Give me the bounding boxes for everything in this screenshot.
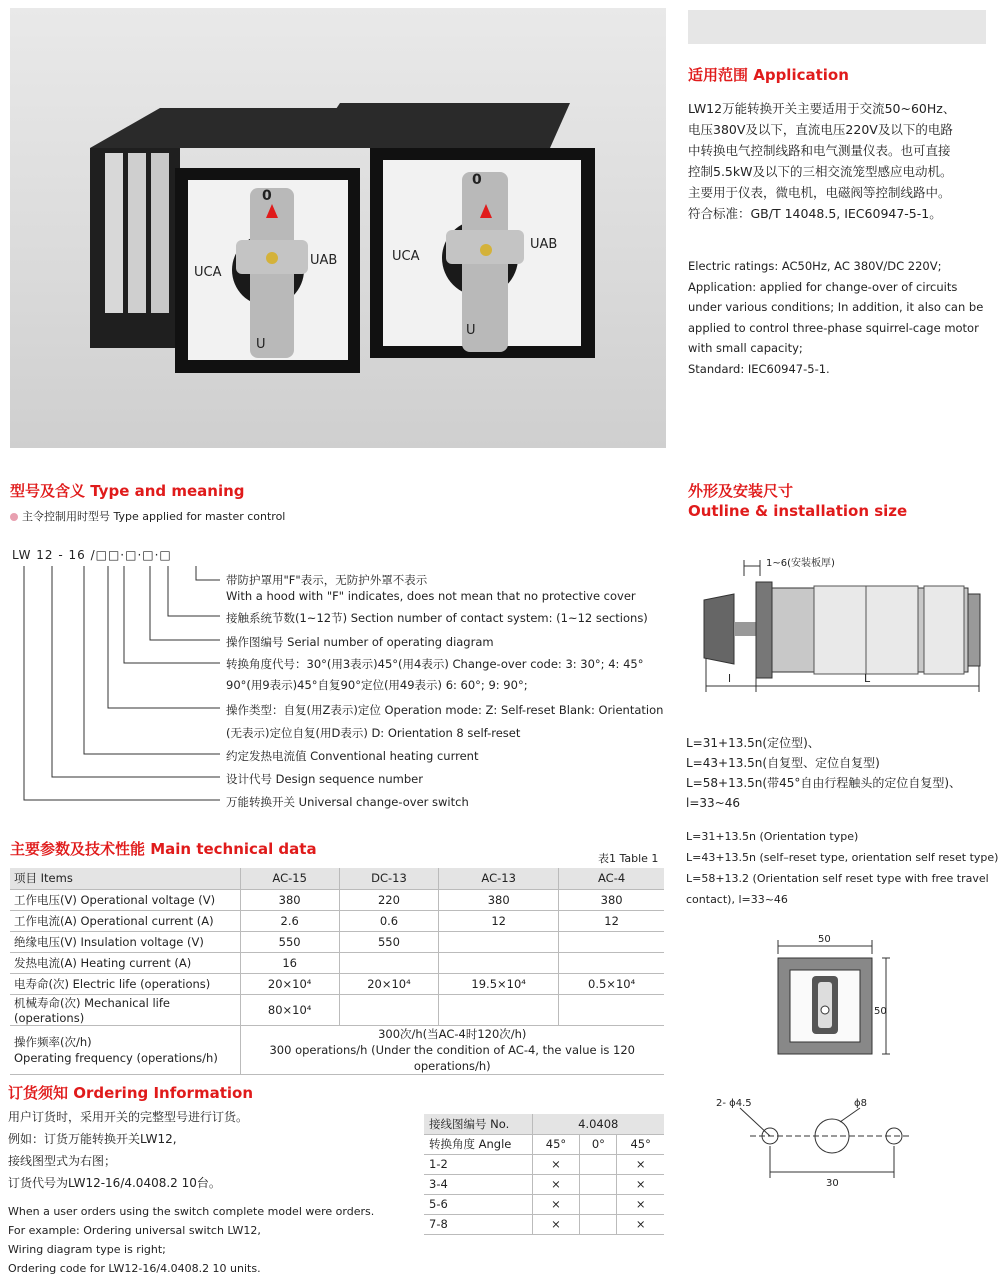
wiring-cell: 0° (580, 1134, 617, 1154)
dial2-label-top: 0 (472, 172, 482, 188)
ordering-line: Ordering code for LW12-16/4.0408.2 10 units. (8, 1262, 261, 1275)
dial-label-left: UCA (194, 265, 222, 280)
table-cell (339, 952, 438, 973)
application-en-line: Standard: IEC60947-5-1. (688, 361, 830, 376)
formula-en-2: L=43+13.5n (self–reset type, orientation self reset type) (686, 851, 999, 864)
wiring-cell: 45° (532, 1134, 580, 1154)
table-header-cell: DC-13 (339, 868, 438, 889)
front-width-label: 50 (818, 934, 831, 945)
meaning-current: 约定发热电流值 Conventional heating current (226, 749, 479, 763)
dial-label-top: 0 (262, 188, 272, 204)
table-cell: 0.6 (339, 910, 438, 931)
application-cn-line: 控制5.5kW及以下的三相交流笼型感应电动机。 (688, 164, 953, 179)
formula-en-4: contact), l=33~46 (686, 893, 788, 906)
table-row (10, 952, 664, 973)
freq-label-cell (10, 1025, 240, 1074)
wiring-header-row (424, 1114, 664, 1134)
hole-spacing-label: 30 (826, 1178, 839, 1189)
wiring-cell (580, 1214, 617, 1234)
wiring-table (424, 1114, 664, 1235)
product-photo (10, 8, 666, 448)
type-connector-lines (10, 560, 230, 810)
dim-plate-thickness: 1~6(安装板厚) (766, 558, 835, 569)
table-row (10, 973, 664, 994)
ordering-line: For example: Ordering universal switch LW12, (8, 1224, 261, 1237)
application-text-cn (688, 98, 988, 224)
table-cell (339, 994, 438, 1025)
wiring-cell: × (532, 1194, 580, 1214)
table-row-frequency (10, 1025, 664, 1074)
wiring-header-cell: 接线图编号 No. (424, 1114, 532, 1134)
application-title: 适用范围 Application (688, 66, 849, 84)
freq-label-cn: 操作频率(次/h) (14, 1034, 92, 1049)
application-cn-line: LW12万能转换开关主要适用于交流50~60Hz、 (688, 101, 956, 116)
header-bar (688, 10, 986, 44)
table-cell (559, 994, 664, 1025)
meaning-design: 设计代号 Design sequence number (226, 772, 423, 786)
dial-label-right: UAB (310, 253, 338, 268)
table-cell: 12 (559, 910, 664, 931)
front-height-label: 50 (874, 1006, 887, 1017)
meaning-sections: 接触系统节数(1~12节) Section number of contact system: (1~12 sections) (226, 611, 648, 625)
wiring-cell: 7-8 (424, 1214, 532, 1234)
table-cell: 机械寿命(次) Mechanical life (operations) (10, 994, 240, 1025)
table-header-cell: AC-15 (240, 868, 339, 889)
wiring-cell: × (617, 1174, 664, 1194)
meaning-angle-1: 转换角度代号：30°(用3表示)45°(用4表示) Change-over code: 3: 30°; 4: 45° (226, 657, 644, 671)
application-en-line: under various conditions; In addition, it also can be (688, 300, 984, 314)
meaning-operation-2: (无表示)定位自复(用D表示) D: Orientation 8 self-reset (226, 726, 521, 740)
freq-value-cell (240, 1025, 664, 1074)
table-header-cell: AC-4 (559, 868, 664, 889)
ordering-line: 接线图型式为右图； (8, 1154, 117, 1168)
mounting-holes-diagram (710, 1092, 930, 1192)
application-cn-line: 主要用于仪表，微电机，电磁阀等控制线路中。 (688, 185, 951, 200)
wiring-cell: 转换角度 Angle (424, 1134, 532, 1154)
table-cell (439, 994, 559, 1025)
formula-en-1: L=31+13.5n (Orientation type) (686, 830, 859, 843)
wiring-cell (580, 1194, 617, 1214)
table-cell: 工作电压(V) Operational voltage (V) (10, 889, 240, 910)
dial2-label-left: UCA (392, 249, 420, 264)
table-row (10, 994, 664, 1025)
table-cell: 0.5×10⁴ (559, 973, 664, 994)
table-cell: 2.6 (240, 910, 339, 931)
ordering-text-cn (8, 1106, 248, 1194)
table-cell: 发热电流(A) Heating current (A) (10, 952, 240, 973)
wiring-cell: × (532, 1174, 580, 1194)
table-row (10, 931, 664, 952)
table-cell: 380 (439, 889, 559, 910)
table-label: 表1 Table 1 (598, 852, 659, 865)
main-data-title: 主要参数及技术性能 Main technical data (10, 840, 317, 858)
table-cell: 20×10⁴ (339, 973, 438, 994)
wiring-cell: × (617, 1194, 664, 1214)
meaning-operation-1: 操作类型：自复(用Z表示)定位 Operation mode: Z: Self-reset Blank: Orientation (226, 703, 664, 717)
wiring-cell: × (532, 1214, 580, 1234)
wiring-row (424, 1174, 664, 1194)
wiring-cell: × (617, 1154, 664, 1174)
hole-left-label: 2- ϕ4.5 (716, 1098, 752, 1109)
table-row (10, 910, 664, 931)
formula-cn-3: L=58+13.5n(带45°自由行程触头的定位自复型)、 (686, 776, 962, 790)
ordering-line: 订货代号为LW12-16/4.0408.2 10台。 (8, 1176, 221, 1190)
wiring-cell (580, 1154, 617, 1174)
application-en-line: Electric ratings: AC50Hz, AC 380V/DC 220V; (688, 259, 942, 273)
application-en-line: applied to control three-phase squirrel-cage motor (688, 320, 979, 335)
front-view-diagram (766, 930, 896, 1065)
wiring-cell: 1-2 (424, 1154, 532, 1174)
meaning-diagram: 操作图编号 Serial number of operating diagram (226, 635, 494, 649)
table-cell: 380 (559, 889, 664, 910)
ordering-text-en (8, 1202, 374, 1278)
freq-label-en: Operating frequency (operations/h) (14, 1050, 218, 1065)
table-header-cell: 项目 Items (10, 868, 240, 889)
ordering-line: When a user orders using the switch complete model were orders. (8, 1205, 375, 1218)
table-cell: 电寿命(次) Electric life (operations) (10, 973, 240, 994)
freq-value-en: 300 operations/h (Under the condition of AC-4, the value is 120 operations/h) (269, 1042, 636, 1073)
wiring-cell: 45° (617, 1134, 664, 1154)
dial-label-bottom: U (256, 337, 266, 352)
application-text-en (688, 256, 990, 379)
application-en-line: Application: applied for change-over of circuits (688, 279, 958, 294)
ordering-title: 订货须知 Ordering Information (8, 1084, 253, 1102)
wiring-cell: 5-6 (424, 1194, 532, 1214)
wiring-cell (580, 1174, 617, 1194)
main-data-table (10, 868, 664, 1075)
wiring-cell: × (532, 1154, 580, 1174)
table-header-cell: AC-13 (439, 868, 559, 889)
application-cn-line: 符合标准：GB/T 14048.5, IEC60947-5-1。 (688, 206, 942, 221)
table-cell: 220 (339, 889, 438, 910)
meaning-switch: 万能转换开关 Universal change-over switch (226, 795, 469, 809)
type-bullet-text: 主令控制用时型号 Type applied for master control (22, 510, 286, 523)
table-cell (559, 952, 664, 973)
table-cell: 16 (240, 952, 339, 973)
table-cell: 80×10⁴ (240, 994, 339, 1025)
table-cell: 20×10⁴ (240, 973, 339, 994)
table-row (10, 889, 664, 910)
table-cell: 工作电流(A) Operational current (A) (10, 910, 240, 931)
dim-L: L (864, 672, 871, 685)
wiring-angle-row (424, 1134, 664, 1154)
table-cell: 550 (339, 931, 438, 952)
ordering-line: 例如：订货万能转换开关LW12, (8, 1132, 177, 1146)
switch-illustration (10, 8, 666, 448)
table-cell: 19.5×10⁴ (439, 973, 559, 994)
wiring-row (424, 1194, 664, 1214)
table-cell (439, 931, 559, 952)
outline-title-en: Outline & installation size (688, 502, 908, 520)
wiring-cell: × (617, 1214, 664, 1234)
meaning-hood-cn: 带防护罩用"F"表示，无防护外罩不表示 (226, 573, 428, 587)
wiring-row (424, 1214, 664, 1234)
formula-cn-2: L=43+13.5n(自复型、定位自复型) (686, 756, 880, 770)
table-cell (559, 931, 664, 952)
wiring-cell: 3-4 (424, 1174, 532, 1194)
type-code: LW 12 - 16 /□□·□·□·□ (12, 548, 172, 562)
dim-l-small: l (728, 672, 732, 685)
meaning-hood-en: With a hood with "F" indicates, does not mean that no protective cover (226, 589, 636, 603)
table-cell: 550 (240, 931, 339, 952)
application-en-line: with small capacity; (688, 341, 803, 355)
ordering-line: 用户订货时，采用开关的完整型号进行订货。 (8, 1110, 249, 1124)
outline-side-view-diagram (694, 552, 994, 702)
dial2-label-bottom: U (466, 323, 476, 338)
wiring-row (424, 1154, 664, 1174)
ordering-line: Wiring diagram type is right; (8, 1243, 166, 1256)
type-bullet (10, 508, 285, 524)
table-header-row (10, 868, 664, 889)
dial2-label-right: UAB (530, 237, 558, 252)
table-cell: 380 (240, 889, 339, 910)
freq-value-cn: 300次/h(当AC-4时120次/h) (378, 1026, 527, 1041)
type-meaning-title: 型号及含义 Type and meaning (10, 482, 245, 500)
meaning-angle-2: 90°(用9表示)45°自复90°定位(用49表示) 6: 60°; 9: 90°; (226, 678, 528, 692)
outline-title-cn: 外形及安装尺寸 (688, 482, 794, 500)
application-cn-line: 电压380V及以下，直流电压220V及以下的电路 (688, 122, 953, 137)
wiring-header-cell: 4.0408 (532, 1114, 664, 1134)
table-cell: 12 (439, 910, 559, 931)
table-cell: 绝缘电压(V) Insulation voltage (V) (10, 931, 240, 952)
application-cn-line: 中转换电气控制线路和电气测量仪表。也可直接 (688, 143, 951, 158)
hole-center-label: ϕ8 (854, 1098, 867, 1109)
table-cell (439, 952, 559, 973)
formula-cn-1: L=31+13.5n(定位型)、 (686, 736, 820, 750)
formula-cn-4: l=33~46 (686, 796, 740, 810)
formula-en-3: L=58+13.2 (Orientation self reset type with free travel (686, 872, 989, 885)
bullet-dot-icon (10, 513, 18, 521)
